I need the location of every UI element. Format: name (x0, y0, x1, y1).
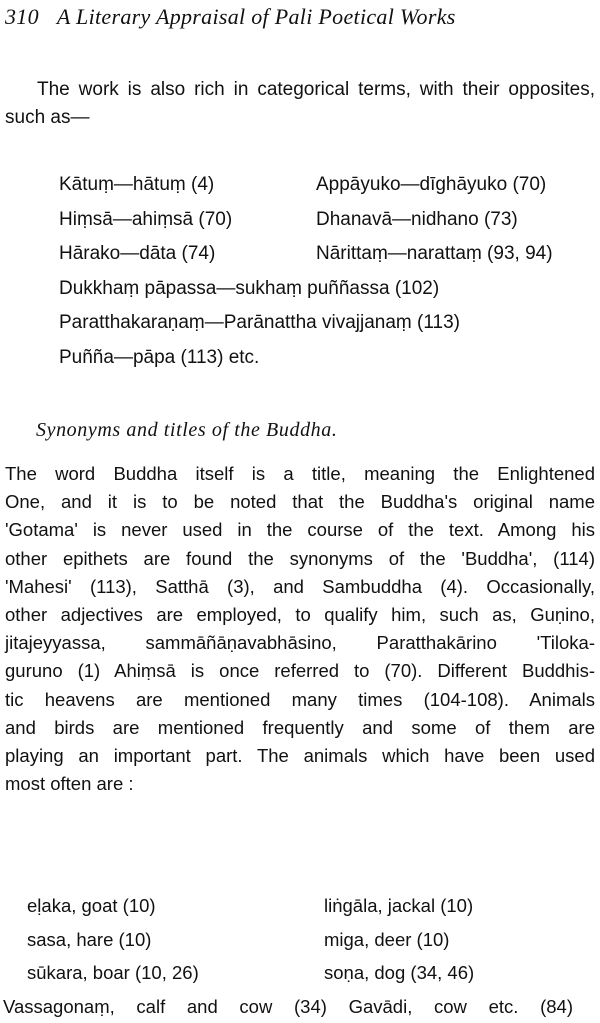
body-line: other epithets are found the synonyms of the 'Buddha', (114) (5, 545, 595, 573)
animal-left: sasa, hare (10) (27, 923, 151, 957)
animal-row (27, 990, 597, 1023)
animal-right: soṇa, dog (34, 46) (324, 956, 474, 990)
body-paragraph (5, 460, 595, 798)
term-right: Dhanavā—nidhano (73) (316, 203, 518, 238)
term-row (59, 272, 595, 307)
body-line: other adjectives are employed, to qualify him, such as, Guṇino, (5, 601, 595, 629)
body-line: jitajeyyassa, sammāñāṇavabhāsino, Paratthakārino 'Tiloka- (5, 629, 595, 657)
body-line: and birds are mentioned frequently and some of them are (5, 714, 595, 742)
intro-paragraph (5, 76, 595, 132)
term-row (59, 237, 595, 272)
section-heading: Synonyms and titles of the Buddha. (36, 419, 337, 442)
animals-list (27, 889, 597, 1023)
term-right: Nārittaṃ—narattaṃ (93, 94) (316, 237, 553, 272)
page-number: 310 (5, 4, 39, 30)
intro-text: The work is also rich in categorical terms, with their opposites, such as— (5, 79, 595, 128)
running-head (5, 4, 456, 30)
running-head-title: A Literary Appraisal of Pali Poetical Works (57, 4, 456, 29)
animal-row (27, 923, 597, 957)
term-row (59, 306, 595, 341)
body-line: 'Gotama' is never used in the course of the text. Among his (5, 516, 595, 544)
term-left: Hiṃsā—ahiṃsā (70) (59, 203, 232, 238)
term-right: Appāyuko—dīghāyuko (70) (316, 168, 546, 203)
animal-last-line: Vassagonaṃ, calf and cow (34) Gavādi, cow etc. (84) (3, 990, 573, 1023)
animal-row (27, 889, 597, 923)
term-row (59, 203, 595, 238)
term-left: Kātuṃ—hātuṃ (4) (59, 168, 214, 203)
body-line: guruno (1) Ahiṃsā is once referred to (70). Different Buddhis- (5, 657, 595, 685)
animal-right: miga, deer (10) (324, 923, 449, 957)
animal-left: eḷaka, goat (10) (27, 889, 156, 923)
body-line: The word Buddha itself is a title, meaning the Enlightened (5, 460, 595, 488)
term-left: Hārako—dāta (74) (59, 237, 215, 272)
categorical-terms-list (59, 168, 595, 375)
animal-row (27, 956, 597, 990)
term-left: Puñña—pāpa (113) etc. (59, 341, 259, 376)
term-left: Paratthakaraṇaṃ—Parānattha vivajjanaṃ (113) (59, 306, 460, 341)
term-row (59, 341, 595, 376)
term-row (59, 168, 595, 203)
body-line: 'Mahesi' (113), Satthā (3), and Sambuddha (4). Occasionally, (5, 573, 595, 601)
body-line: One, and it is to be noted that the Buddha's original name (5, 488, 595, 516)
body-line: most often are : (5, 770, 595, 798)
animal-right: liṅgāla, jackal (10) (324, 889, 473, 923)
body-line: playing an important part. The animals which have been used (5, 742, 595, 770)
term-left: Dukkhaṃ pāpassa—sukhaṃ puññassa (102) (59, 272, 439, 307)
animal-left: sūkara, boar (10, 26) (27, 956, 199, 990)
body-line: tic heavens are mentioned many times (104-108). Animals (5, 686, 595, 714)
